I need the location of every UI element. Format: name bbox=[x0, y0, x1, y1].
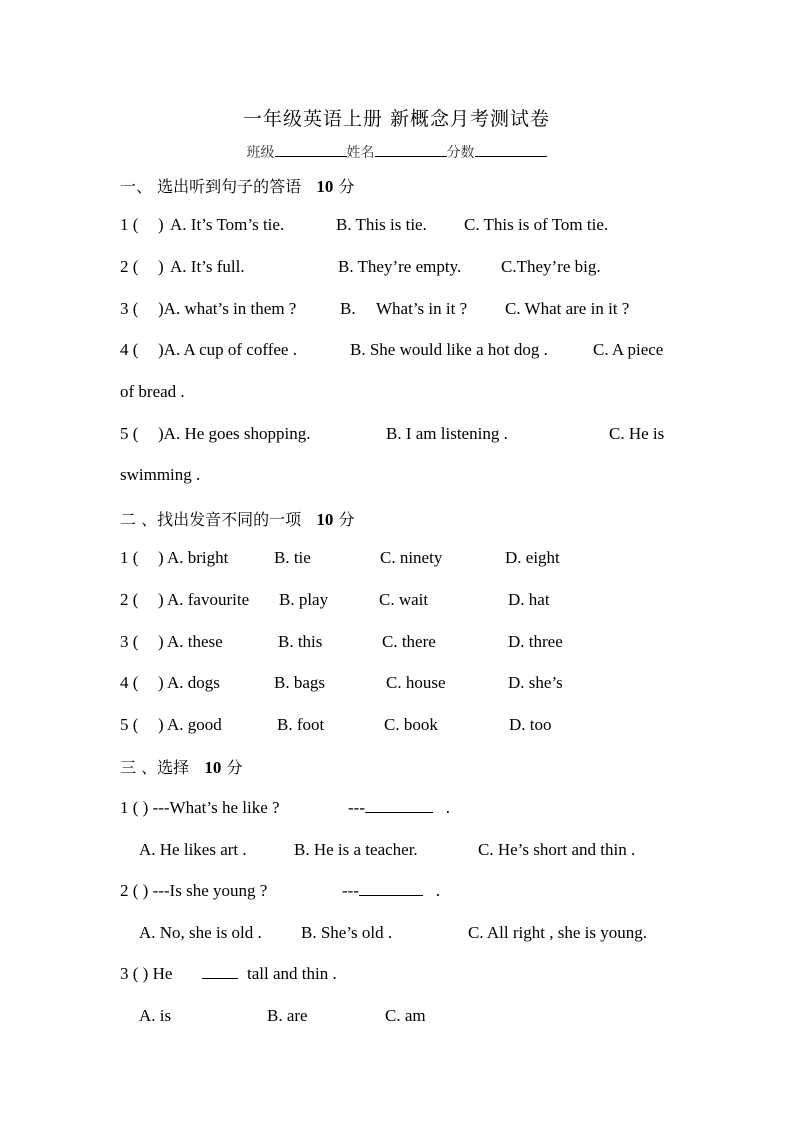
option-c: C. A piece bbox=[593, 340, 664, 359]
option-a: ) A. favourite bbox=[158, 590, 250, 609]
option-a: ) A. bright bbox=[158, 548, 229, 567]
option-a: A. is bbox=[139, 1006, 172, 1025]
option-b: B. He is a teacher. bbox=[294, 840, 418, 859]
section1-heading: 一、 选出听到句子的答语 10 分 bbox=[120, 177, 355, 196]
option-c: C. am bbox=[385, 1006, 426, 1025]
option-c: C. house bbox=[386, 673, 446, 692]
option-b: B. are bbox=[267, 1006, 308, 1025]
score-label: 分数 bbox=[446, 145, 475, 161]
answer-blank[interactable] bbox=[202, 964, 238, 979]
s1-question-4-cont: of bread . bbox=[120, 382, 185, 401]
class-label: 班级 bbox=[246, 145, 275, 161]
option-a: )A. He goes shopping. bbox=[158, 424, 311, 443]
option-b: B. She’s old . bbox=[301, 923, 393, 942]
class-blank[interactable] bbox=[275, 143, 347, 157]
option-c: C. He is bbox=[609, 424, 665, 443]
option-b: B. I am listening . bbox=[386, 424, 508, 443]
option-c: C. book bbox=[384, 715, 438, 734]
section2-heading: 二 、找出发音不同的一项 10 分 bbox=[120, 510, 355, 529]
option-d: D. three bbox=[508, 632, 563, 651]
option-c: C. ninety bbox=[380, 548, 443, 567]
option-a: ) A. dogs bbox=[158, 673, 220, 692]
option-d: D. hat bbox=[508, 590, 550, 609]
option-b: B. bags bbox=[274, 673, 325, 692]
name-blank[interactable] bbox=[375, 143, 447, 157]
option-a: A. He likes art . bbox=[139, 840, 247, 859]
option-c: C. there bbox=[382, 632, 436, 651]
name-label: 姓名 bbox=[346, 145, 375, 161]
option-c: C. This is of Tom tie. bbox=[464, 215, 609, 234]
option-c: C. wait bbox=[379, 590, 429, 609]
student-info-line bbox=[0, 142, 793, 162]
option-c: C. He’s short and thin . bbox=[478, 840, 636, 859]
option-b: B. This is tie. bbox=[336, 215, 427, 234]
option-d: D. too bbox=[509, 715, 552, 734]
option-c: C.They’re big. bbox=[501, 257, 601, 276]
option-a: A. No, she is old . bbox=[139, 923, 262, 942]
option-b: B. tie bbox=[274, 548, 311, 567]
option-b: B. She would like a hot dog . bbox=[350, 340, 548, 359]
option-a: )A. A cup of coffee . bbox=[158, 340, 297, 359]
option-a: A. It’s full. bbox=[170, 257, 245, 276]
option-c: C. All right , she is young. bbox=[468, 923, 647, 942]
option-b: B. this bbox=[278, 632, 323, 651]
option-b: B. play bbox=[279, 590, 329, 609]
option-c: C. What are in it ? bbox=[505, 299, 630, 318]
option-a: ) A. these bbox=[158, 632, 223, 651]
answer-blank[interactable] bbox=[365, 798, 433, 813]
option-d: D. eight bbox=[505, 548, 560, 567]
option-b: B. They’re empty. bbox=[338, 257, 462, 276]
option-a: A. It’s Tom’s tie. bbox=[170, 215, 285, 234]
answer-blank[interactable] bbox=[359, 881, 423, 896]
section3-heading: 三 、选择 10 分 bbox=[120, 758, 243, 777]
option-d: D. she’s bbox=[508, 673, 563, 692]
option-b: B. foot bbox=[277, 715, 325, 734]
score-blank[interactable] bbox=[475, 143, 547, 157]
page-title: 一年级英语上册 新概念月考测试卷 bbox=[242, 108, 551, 130]
s1-question-5-cont: swimming . bbox=[120, 465, 201, 484]
option-a: ) A. good bbox=[158, 715, 222, 734]
option-a: )A. what’s in them ? bbox=[158, 299, 297, 318]
option-b: B. bbox=[340, 299, 356, 318]
